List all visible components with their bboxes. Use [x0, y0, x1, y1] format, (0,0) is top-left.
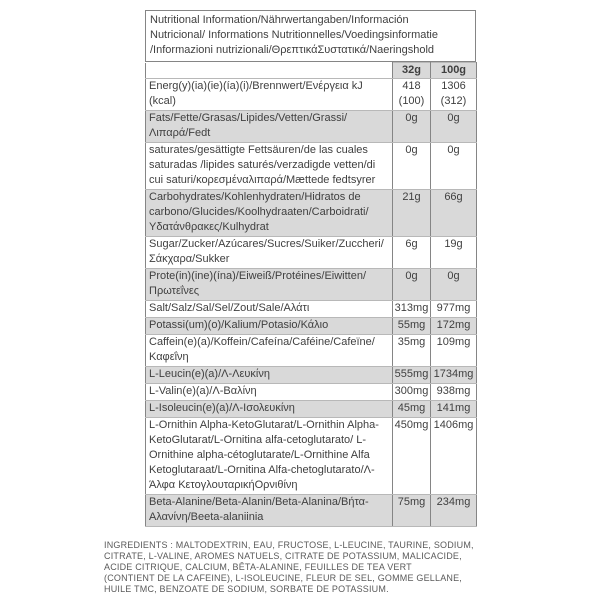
ingredients-line: ACIDE CITRIQUE, CALCIUM, BÊTA-ALANINE, FEUILLES DE TEA VERT [104, 562, 412, 572]
nutrient-value-32g: 555mg [393, 367, 431, 384]
ingredients-line: CITRATE, L-VALINE, AROMES NATUELS, CITRATE DE POTASSIUM, MALICACIDE, [104, 551, 462, 561]
nutrient-value-100g: 1734mg [431, 367, 477, 384]
nutrient-row [146, 367, 477, 384]
nutrient-label: L-Isoleucin(e)(a)/Λ-Ισολευκίνη [146, 401, 393, 418]
nutrient-label: saturates/gesättigte Fettsäuren/de las cuales saturadas /lipides saturés/verzadigde vetten/di cui saturi/κορεσμέναλιπαρά/Mættede fedtsyrer [146, 143, 393, 190]
nutrient-value-100g: 0g [431, 111, 477, 143]
nutrient-label: Prote(in)(ine)(ína)/Eiweiß/Protéines/Eiwitten/Πρωτεΐνες [146, 269, 393, 301]
column-header-spacer [146, 63, 393, 79]
nutrient-value-32g: 75mg [393, 495, 431, 527]
nutrition-title-line: Nutricional/ Informations Nutritionnelles/Voedingsinformatie [150, 29, 438, 41]
nutrient-value-32g: 313mg [393, 301, 431, 318]
nutrient-label: L-Ornithin Alpha-KetoGlutarat/L-Ornithin Alpha-KetoGlutarat/L-Ornitina alfa-cetoglutarato/ L-Ornithine alpha-cétoglutarate/L-Ornithine Alfa Ketoglutaraat/L-Ornitina Alfa-chetoglutarato/Λ-Άλφα ΚετογλουταρικήΟρνιθίνη [146, 418, 393, 495]
nutrient-row [146, 401, 477, 418]
nutrient-value-100g: 1306 (312) [431, 79, 477, 111]
nutrient-value-32g: 45mg [393, 401, 431, 418]
nutrient-value-100g: 109mg [431, 335, 477, 367]
label-content [0, 10, 600, 595]
nutrient-value-100g: 0g [431, 269, 477, 301]
nutrient-value-100g: 66g [431, 190, 477, 237]
nutrient-value-32g: 21g [393, 190, 431, 237]
nutrient-row [146, 335, 477, 367]
nutrient-label: L-Valin(e)(a)/Λ-Βαλίνη [146, 384, 393, 401]
nutrient-row [146, 384, 477, 401]
nutrient-value-100g: 977mg [431, 301, 477, 318]
nutrient-value-32g: 35mg [393, 335, 431, 367]
nutrient-row [146, 190, 477, 237]
nutrient-value-32g: 300mg [393, 384, 431, 401]
nutrition-title-line: Nutritional Information/Nährwertangaben/Información [150, 14, 409, 26]
nutrient-row [146, 143, 477, 190]
ingredients-text [104, 540, 506, 595]
nutrient-value-100g: 0g [431, 143, 477, 190]
column-header-32g: 32g [393, 63, 431, 79]
nutrient-row [146, 111, 477, 143]
nutrient-value-100g: 234mg [431, 495, 477, 527]
nutrient-row [146, 301, 477, 318]
nutrient-label: Sugar/Zucker/Azúcares/Sucres/Suiker/Zuccheri/Σάκχαρα/Sukker [146, 237, 393, 269]
nutrient-row [146, 418, 477, 495]
nutrient-row [146, 495, 477, 527]
ingredients-line: (CONTIENT DE LA CAFEINE), L-ISOLEUCINE, FLEUR DE SEL, GOMME GELLANE, [104, 573, 463, 583]
column-header-100g: 100g [431, 63, 477, 79]
nutrition-title [145, 10, 476, 62]
nutrient-label: Salt/Salz/Sal/Sel/Zout/Sale/Αλάτι [146, 301, 393, 318]
nutrient-label: Energ(y)(ia)(ie)(ía)(i)/Brennwert/Ενέργεια kJ (kcal) [146, 79, 393, 111]
nutrient-row [146, 79, 477, 111]
nutrient-value-100g: 19g [431, 237, 477, 269]
ingredients-line: INGREDIENTS : MALTODEXTRIN, EAU, FRUCTOSE, L-LEUCINE, TAURINE, SODIUM, [104, 540, 474, 550]
column-header-row [146, 63, 477, 79]
nutrient-row [146, 318, 477, 335]
nutrient-value-32g: 6g [393, 237, 431, 269]
nutrient-value-100g: 1406mg [431, 418, 477, 495]
nutrient-value-100g: 938mg [431, 384, 477, 401]
nutrient-row [146, 269, 477, 301]
nutrient-value-100g: 172mg [431, 318, 477, 335]
nutrition-panel [145, 10, 476, 527]
nutrient-value-32g: 0g [393, 111, 431, 143]
nutrient-label: Caffein(e)(a)/Koffein/Cafeína/Caféine/Cafeïne/Καφεΐνη [146, 335, 393, 367]
ingredients-line: HUILE TMC, BENZOATE DE SODIUM, SORBATE DE POTASSIUM. [104, 584, 389, 594]
nutrient-value-100g: 141mg [431, 401, 477, 418]
nutrition-title-line: /Informazioni nutrizionali/ΘρεπτικάΣυστατικά/Naeringshold [150, 44, 435, 56]
nutrient-label: Beta-Alanine/Beta-Alanin/Beta-Alanina/Βήτα-Αλανίνη/Beeta-alaniinia [146, 495, 393, 527]
nutrient-value-32g: 0g [393, 269, 431, 301]
nutrient-value-32g: 418 (100) [393, 79, 431, 111]
nutrient-value-32g: 450mg [393, 418, 431, 495]
nutrient-value-32g: 55mg [393, 318, 431, 335]
nutrition-table [145, 62, 477, 527]
nutrient-label: Fats/Fette/Grasas/Lipides/Vetten/Grassi/Λιπαρά/Fedt [146, 111, 393, 143]
nutrient-label: L-Leucin(e)(a)/Λ-Λευκίνη [146, 367, 393, 384]
nutrient-label: Carbohydrates/Kohlenhydraten/Hidratos de carbono/Glucides/Koolhydraaten/Carboidrati/Υδατάνθρακες/Kulhydrat [146, 190, 393, 237]
nutrient-label: Potassi(um)(o)/Kalium/Potasio/Κάλιο [146, 318, 393, 335]
nutrient-row [146, 237, 477, 269]
nutrient-value-32g: 0g [393, 143, 431, 190]
